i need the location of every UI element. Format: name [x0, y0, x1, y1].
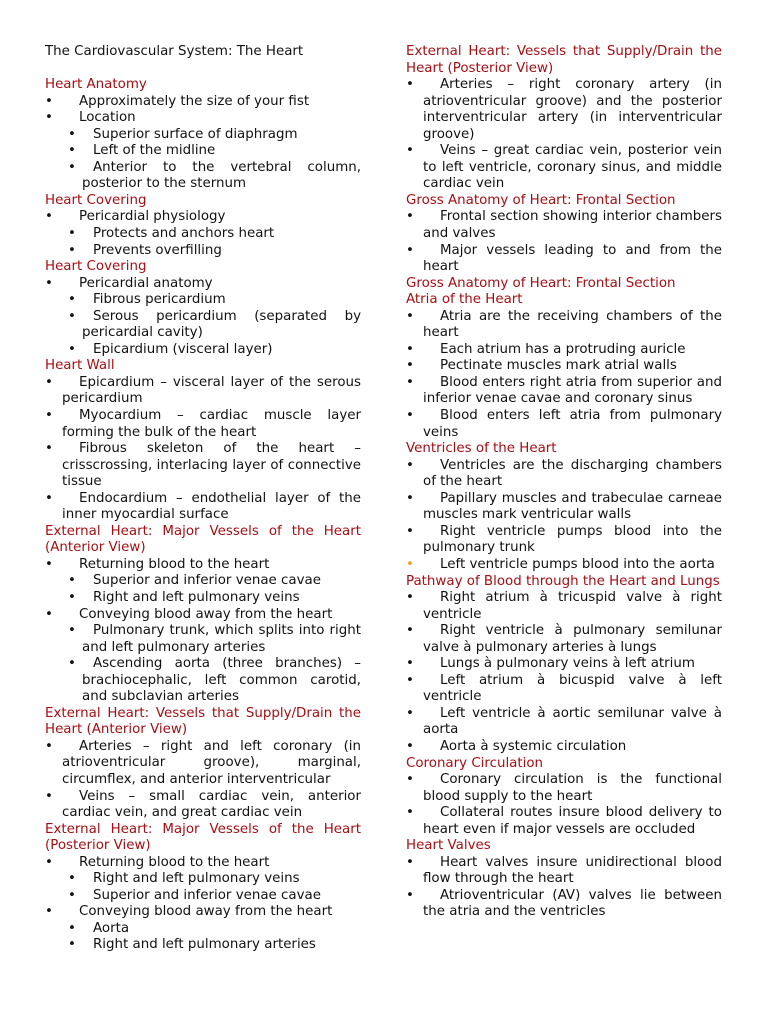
- bullet-icon: •: [406, 672, 414, 688]
- bullet-item: [406, 590, 722, 623]
- bullet-icon: •: [45, 556, 53, 572]
- section-heading: External Heart: Major Vessels of the Heart (Anterior View): [45, 523, 361, 556]
- bullet-icon: •: [406, 854, 414, 870]
- bullet-text: Right and left pulmonary arteries: [93, 937, 316, 953]
- bullet-text: Returning blood to the heart: [79, 556, 270, 572]
- bullet-text: Conveying blood away from the heart: [79, 606, 333, 622]
- bullet-icon: •: [406, 457, 414, 473]
- section-heading: Ventricles of the Heart: [406, 441, 557, 457]
- bullet-icon: •: [406, 358, 414, 374]
- bullet-item: [406, 656, 722, 673]
- bullet-icon: •: [45, 110, 53, 126]
- bullet-item: [406, 491, 722, 524]
- bullet-icon: •: [406, 887, 414, 903]
- bullet-item: [406, 673, 722, 706]
- bullet-item: [406, 855, 722, 888]
- bullet-text: Approximately the size of your fist: [79, 93, 310, 109]
- bullet-text: Collateral routes insure blood delivery to heart even if major vessels are occluded: [423, 805, 722, 837]
- bullet-icon: •: [45, 606, 53, 622]
- bullet-icon: •: [406, 374, 414, 390]
- bullet-item: [406, 706, 722, 739]
- sub-bullet-item: [45, 921, 361, 938]
- bullet-text: Superior and inferior venae cavae: [93, 887, 321, 903]
- bullet-text: Atrioventricular (AV) valves lie between the atria and the ventricles: [423, 887, 722, 920]
- bullet-item: [406, 524, 722, 557]
- bullet-text: Conveying blood away from the heart: [79, 904, 333, 920]
- bullet-icon: •: [68, 143, 76, 159]
- bullet-icon: •: [68, 623, 76, 639]
- bullet-text: Epicardium – visceral layer of the serous pericardium: [62, 374, 361, 407]
- bullet-text: Fibrous pericardium: [93, 292, 226, 308]
- bullet-icon: •: [68, 242, 76, 258]
- bullet-icon: •: [68, 887, 76, 903]
- bullet-icon: •: [45, 788, 53, 804]
- bullet-item: [406, 309, 722, 342]
- bullet-icon: •: [406, 490, 414, 506]
- bullet-text: Endocardium – endothelial layer of the inner myocardial surface: [62, 490, 361, 523]
- section-heading: Heart Covering: [45, 192, 147, 208]
- section-heading: Heart Valves: [406, 838, 491, 854]
- bullet-item: [406, 458, 722, 491]
- bullet-text: Superior surface of diaphragm: [93, 126, 298, 142]
- bullet-icon: •: [406, 772, 414, 788]
- bullet-icon: •: [406, 143, 414, 159]
- bullet-text: Blood enters left atria from pulmonary veins: [423, 408, 722, 440]
- bullet-text: Ventricles are the discharging chambers of the heart: [423, 457, 722, 490]
- bullet-icon: •: [68, 573, 76, 589]
- bullet-icon: •: [406, 408, 414, 424]
- section-heading: Heart Covering: [45, 259, 147, 275]
- bullet-text: Pectinate muscles mark atrial walls: [440, 358, 677, 374]
- bullet-item: [406, 342, 722, 359]
- bullet-item: [45, 607, 361, 624]
- bullet-text: Atria are the receiving chambers of the heart: [423, 308, 722, 341]
- sub-bullet-item: [45, 226, 361, 243]
- sub-bullet-item: [45, 871, 361, 888]
- sub-bullet-item: [45, 143, 361, 160]
- bullet-icon: •: [68, 292, 76, 308]
- bullet-icon: •: [406, 209, 414, 225]
- bullet-text: Veins – great cardiac vein, posterior vein to left ventricle, coronary sinus, and middle cardiac vein: [423, 143, 722, 192]
- sub-bullet-item: [45, 590, 361, 607]
- sub-bullet-item: [45, 243, 361, 260]
- bullet-text: Myocardium – cardiac muscle layer forming the bulk of the heart: [62, 407, 361, 440]
- bullet-icon: •: [406, 341, 414, 357]
- bullet-text: Coronary circulation is the functional blood supply to the heart: [423, 772, 722, 804]
- sub-bullet-item: [45, 888, 361, 905]
- bullet-icon: •: [406, 656, 414, 672]
- bullet-item: [45, 209, 361, 226]
- bullet-text: Left ventricle à aortic semilunar valve à aorta: [423, 705, 722, 738]
- bullet-text: Veins – small cardiac vein, anterior cardiac vein, and great cardiac vein: [62, 788, 361, 821]
- sub-bullet-item: [45, 623, 361, 656]
- bullet-text: Superior and inferior venae cavae: [93, 573, 321, 589]
- bullet-text: Frontal section showing interior chambers and valves: [423, 209, 722, 242]
- bullet-item: [45, 904, 361, 921]
- bullet-item: [45, 855, 361, 872]
- bullet-icon: •: [406, 590, 414, 606]
- bullet-text: Right and left pulmonary veins: [93, 871, 300, 887]
- section-heading: Heart Anatomy: [45, 77, 147, 93]
- bullet-text: Pericardial physiology: [79, 209, 226, 225]
- bullet-item: [406, 209, 722, 242]
- left-column: [45, 44, 361, 954]
- bullet-text: Lungs à pulmonary veins à left atrium: [440, 656, 695, 672]
- bullet-text: Major vessels leading to and from the heart: [423, 242, 722, 275]
- bullet-text: Fibrous skeleton of the heart – crisscrossing, interlacing layer of connective tissue: [62, 441, 361, 490]
- sub-bullet-item: [45, 127, 361, 144]
- bullet-item: [406, 739, 722, 756]
- bullet-text: Ascending aorta (three branches) – brachiocephalic, left common carotid, and subclavian arteries: [82, 656, 361, 705]
- bullet-icon: •: [68, 225, 76, 241]
- bullet-text: Left ventricle pumps blood into the aorta: [440, 556, 715, 572]
- section-heading: External Heart: Vessels that Supply/Drain the Heart (Anterior View): [45, 705, 361, 738]
- document-title: The Cardiovascular System: The Heart: [45, 44, 304, 59]
- bullet-item: [45, 375, 361, 408]
- bullet-icon: •: [45, 904, 53, 920]
- sub-bullet-item: [45, 160, 361, 193]
- bullet-item: [406, 805, 722, 838]
- bullet-icon: •: [406, 523, 414, 539]
- bullet-icon: •: [45, 93, 53, 109]
- bullet-text: Serous pericardium (separated by pericardial cavity): [82, 308, 361, 341]
- bullet-text: Right ventricle à pulmonary semilunar valve à pulmonary arteries à lungs: [423, 623, 722, 655]
- bullet-text: Right atrium à tricuspid valve à right ventricle: [423, 590, 722, 622]
- bullet-icon: •: [45, 407, 53, 423]
- bullet-text: Protects and anchors heart: [93, 225, 275, 241]
- bullet-icon: •: [45, 209, 53, 225]
- bullet-icon: •: [406, 242, 414, 258]
- section-heading: Coronary Circulation: [406, 755, 544, 771]
- bullet-text: Arteries – right and left coronary (in atrioventricular groove), marginal, circumflex, and anterior interventricular: [62, 738, 361, 788]
- bullet-text: Pericardial anatomy: [79, 275, 213, 291]
- sub-bullet-item: [45, 937, 361, 954]
- bullet-item: [406, 772, 722, 805]
- bullet-item: [406, 143, 722, 193]
- bullet-text: Left of the midline: [93, 143, 216, 159]
- bullet-item: [406, 623, 722, 656]
- right-column: [406, 44, 722, 921]
- bullet-icon: •: [68, 656, 76, 672]
- bullet-icon: •: [406, 77, 414, 93]
- bullet-icon: •: [68, 920, 76, 936]
- bullet-icon: •: [45, 738, 53, 754]
- bullet-icon: •: [68, 308, 76, 324]
- bullet-item: [45, 94, 361, 111]
- bullet-text: Blood enters right atria from superior and inferior venae cavae and coronary sinus: [423, 374, 722, 407]
- bullet-text: Epicardium (visceral layer): [93, 341, 273, 357]
- bullet-item: [45, 276, 361, 293]
- bullet-item: [406, 358, 722, 375]
- bullet-item: [45, 441, 361, 491]
- bullet-icon: •: [406, 805, 414, 821]
- bullet-text: Heart valves insure unidirectional blood flow through the heart: [423, 854, 722, 887]
- bullet-item: [406, 243, 722, 276]
- bullet-text: Each atrium has a protruding auricle: [440, 341, 686, 357]
- bullet-text: Right and left pulmonary veins: [93, 590, 300, 605]
- bullet-text: Arteries – right coronary artery (in atrioventricular groove) and the posterior interventricular artery (in interventricular groove): [423, 77, 722, 142]
- bullet-icon: •: [45, 374, 53, 390]
- bullet-icon: •: [406, 623, 414, 639]
- section-heading: Gross Anatomy of Heart: Frontal Section: [406, 275, 676, 291]
- bullet-item: [45, 557, 361, 574]
- bullet-item: [45, 110, 361, 127]
- sub-bullet-item: [45, 309, 361, 342]
- sub-bullet-item: [45, 292, 361, 309]
- bullet-text: Right ventricle pumps blood into the pulmonary trunk: [423, 523, 722, 556]
- section-heading: Heart Wall: [45, 358, 115, 374]
- bullet-icon: •: [68, 937, 76, 953]
- section-heading: Pathway of Blood through the Heart and Lungs: [406, 573, 720, 589]
- bullet-icon: •: [406, 705, 414, 721]
- bullet-icon: •: [45, 854, 53, 870]
- bullet-icon: •: [406, 308, 414, 324]
- bullet-item: [45, 491, 361, 524]
- sub-bullet-item: [45, 573, 361, 590]
- bullet-icon: •: [68, 341, 76, 357]
- bullet-item: [406, 375, 722, 408]
- bullet-item: [406, 77, 722, 143]
- section-heading: Atria of the Heart: [406, 292, 523, 308]
- bullet-icon: •: [68, 590, 76, 605]
- bullet-item: [406, 408, 722, 441]
- bullet-text: Papillary muscles and trabeculae carneae muscles mark ventricular walls: [423, 490, 722, 523]
- bullet-icon: •: [45, 275, 53, 291]
- bullet-text: Aorta à systemic circulation: [440, 738, 627, 754]
- bullet-item: [45, 408, 361, 441]
- bullet-text: Aorta: [93, 920, 130, 936]
- bullet-item: [406, 557, 722, 574]
- sub-bullet-item: [45, 656, 361, 706]
- section-heading: Gross Anatomy of Heart: Frontal Section: [406, 192, 676, 208]
- bullet-item: [45, 789, 361, 822]
- bullet-icon: •: [68, 159, 76, 175]
- bullet-text: Location: [79, 110, 136, 126]
- bullet-icon: •: [45, 490, 53, 506]
- section-heading: External Heart: Vessels that Supply/Drain the Heart (Posterior View): [406, 44, 722, 76]
- bullet-text: Returning blood to the heart: [79, 854, 270, 870]
- bullet-icon: •: [68, 126, 76, 142]
- bullet-item: [45, 739, 361, 789]
- bullet-item: [406, 888, 722, 921]
- bullet-text: Pulmonary trunk, which splits into right and left pulmonary arteries: [82, 623, 361, 655]
- bullet-text: Prevents overfilling: [93, 242, 222, 258]
- bullet-icon: •: [406, 556, 414, 572]
- bullet-icon: •: [406, 738, 414, 754]
- sub-bullet-item: [45, 342, 361, 359]
- bullet-icon: •: [45, 441, 53, 457]
- bullet-text: Anterior to the vertebral column, posterior to the sternum: [82, 159, 361, 192]
- bullet-text: Left atrium à bicuspid valve à left ventricle: [423, 672, 722, 705]
- section-heading: External Heart: Major Vessels of the Heart (Posterior View): [45, 821, 361, 854]
- bullet-icon: •: [68, 871, 76, 887]
